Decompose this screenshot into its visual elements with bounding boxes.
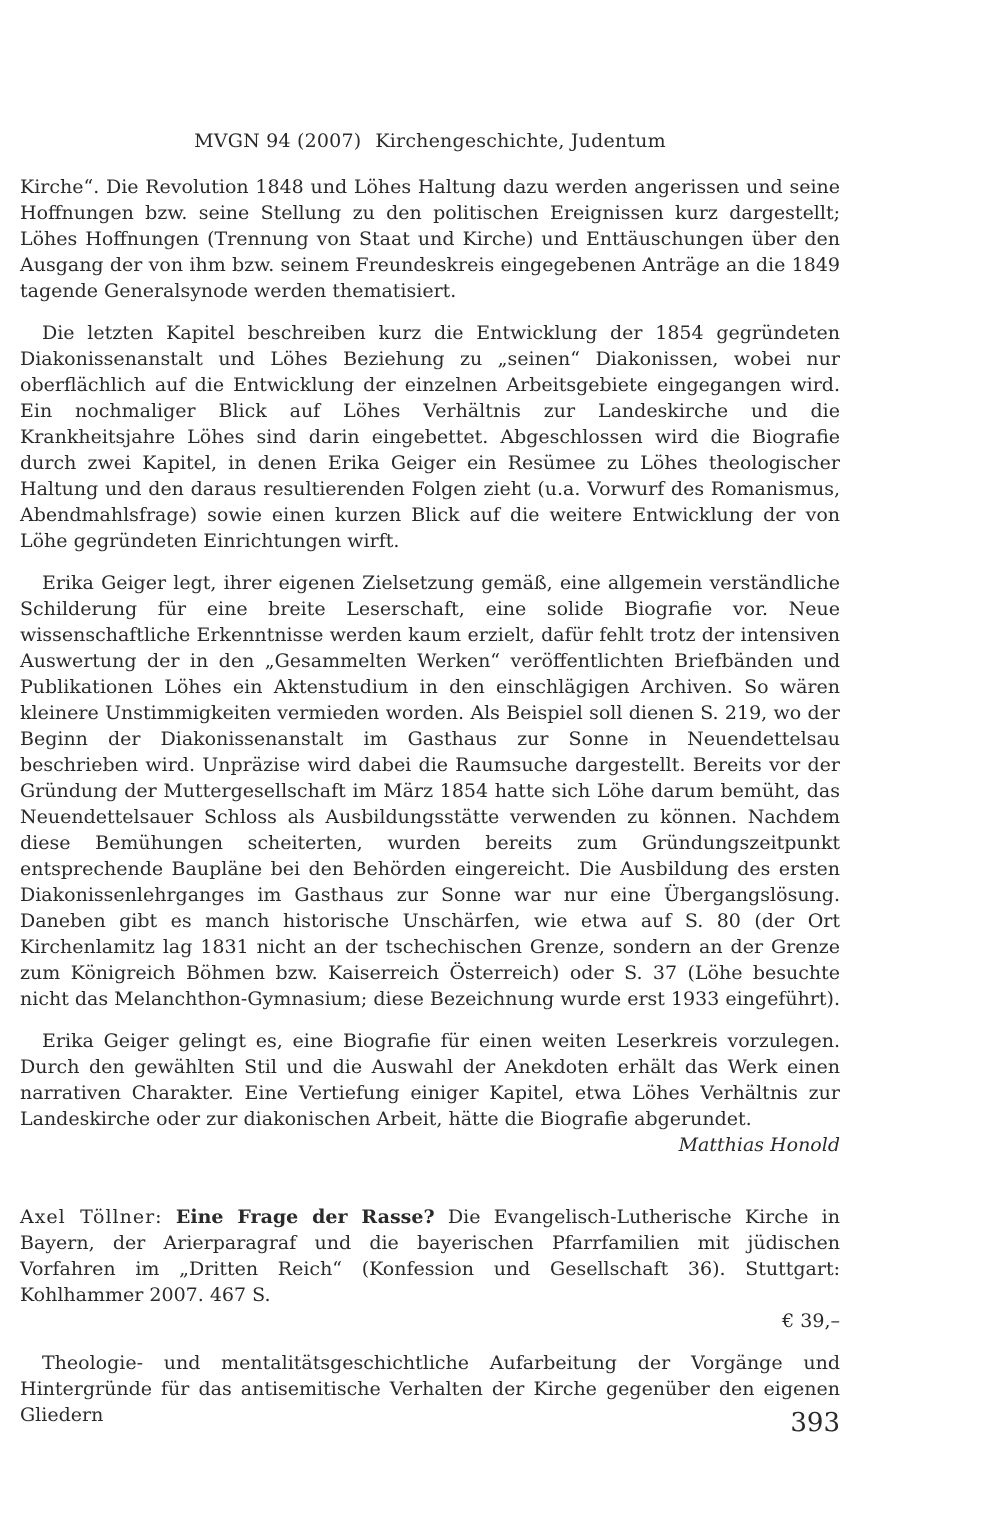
book-title: Eine Frage der Rasse? [175,1206,435,1228]
paragraph-1: Kirche“. Die Revolution 1848 und Löhes Haltung dazu werden angerissen und seine Hoffnungen bzw. seine Stellung zu den politischen Ereignissen kurz dargestellt; Löhes Hoffnungen (Trennung von Staat und Kirche) und Enttäuschungen über den Ausgang der von ihm bzw. seinem Freundeskreis eingegebenen Anträge an die 1849 tagende Generalsynode werden thematisiert. [20,176,840,302]
review-text: Theologie- und mentalitätsgeschichtliche Aufarbeitung der Vorgänge und Hintergründe für das antisemitische Verhalten der Kirche gegenüber den eigenen Gliedern [20,1352,840,1426]
paragraph-4 [20,1028,840,1158]
reviewer-name: Axel Töllner: [20,1206,163,1228]
paragraph-4-text: Erika Geiger gelingt es, eine Biografie für einen weiten Leserkreis vorzulegen. Durch den gewählten Stil und die Auswahl der Anekdoten erhält das Werk einen narrativen Charakter. Eine Vertiefung einiger Kapitel, etwa Löhes Verhältnis zur Landeskirche oder zur diakonischen Arbeit, hätte die Biografie abgerundet. [20,1030,840,1130]
journal-reference: MVGN 94 (2007) [194,130,362,152]
paragraph-2: Die letzten Kapitel beschreiben kurz die Entwicklung der 1854 gegründeten Diakonissenanstalt und Löhes Beziehung zu „seinen“ Diakonissen, wobei nur oberflächlich auf die Entwicklung der einzelnen Arbeitsgebiete eingegangen wird. Ein nochmaliger Blick auf Löhes Verhältnis zur Landeskirche und die Krankheitsjahre Löhes sind darin eingebettet. Abgeschlossen wird die Biografie durch zwei Kapitel, in denen Erika Geiger ein Resümee zu Löhes theologischer Haltung und den daraus resultierenden Folgen zieht (u.a. Vorwurf des Romanismus, Abendmahlsfrage) sowie einen kurzen Blick auf die weitere Entwicklung der von Löhe gegründeten Einrichtungen wirft. [20,322,840,552]
review-signature: Matthias Honold [678,1134,840,1156]
running-head [20,130,840,152]
review-bibliography [20,1204,840,1308]
paragraph-3: Erika Geiger legt, ihrer eigenen Zielsetzung gemäß, eine allgemein verständliche Schilderung für eine breite Leserschaft, eine solide Biografie vor. Neue wissenschaftliche Erkenntnisse werden kaum erzielt, dafür fehlt trotz der intensiven Auswertung der in den „Gesammelten Werken“ veröffentlichten Briefbänden und Publikationen Löhes ein Aktenstudium in den einschlägigen Archiven. So wären kleinere Unstimmigkeiten vermieden worden. Als Beispiel soll dienen S. 219, wo der Beginn der Diakonissenanstalt im Gasthaus zur Sonne in Neuendettelsau beschrieben wird. Unpräzise wird dabei die Raumsuche dargestellt. Bereits vor der Gründung der Muttergesellschaft im März 1854 hatte sich Löhe darum bemüht, das Neuendettelsauer Schloss als Ausbildungsstätte verwenden zu können. Nachdem diese Bemühungen scheiterten, wurden bereits zum Gründungszeitpunkt entsprechende Baupläne bei den Behörden eingereicht. Die Ausbildung des ersten Diakonissenlehrganges im Gasthaus zur Sonne war nur eine Übergangslösung. Daneben gibt es manch historische Unschärfen, wie etwa auf S. 80 (der Ort Kirchenlamitz lag 1831 nicht an der tschechischen Grenze, sondern an der Grenze zum Königreich Böhmen bzw. Kaiserreich Österreich) oder S. 37 (Löhe besuchte nicht das Melanchthon-Gymnasium; diese Bezeichnung wurde erst 1933 eingeführt). [20,572,841,1010]
document-page [20,0,840,1537]
book-price: € 39,– [782,1310,840,1332]
page-number: 393 [790,1408,840,1438]
book-description: Die Evangelisch-Lutherische Kirche in Bayern, der Arierparagraf und die bayerischen Pfarrfamilien mit jüdischen Vorfahren im „Dritten Reich“ (Konfession und Gesellschaft 36). Stuttgart: Kohlhammer 2007. 467 S. [20,1206,840,1306]
body-text [20,174,840,1428]
section-title: Kirchengeschichte, Judentum [375,130,666,152]
